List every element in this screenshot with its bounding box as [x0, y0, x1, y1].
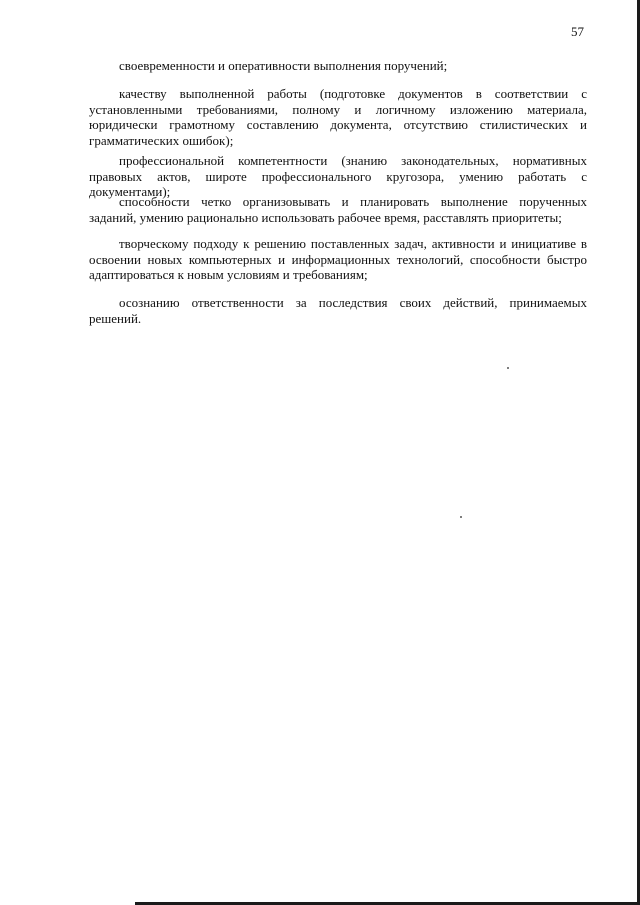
scan-speck	[460, 516, 462, 518]
paragraph-organization-skills: способности четко организовывать и планировать выполнение порученных заданий, умению рационально использовать рабочее время, расставлять приоритеты;	[89, 194, 587, 225]
paragraph-professional-competence: профессиональной компетентности (знанию законодательных, нормативных правовых актов, широте профессионального кругозора, умению работать с документами);	[89, 153, 587, 199]
paragraph-creative-approach: творческому подходу к решению поставленных задач, активности и инициативе в освоении новых компьютерных и информационных технологий, способности быстро адаптироваться к новым условиям и требованиям;	[89, 236, 587, 282]
paragraph-responsibility: осознанию ответственности за последствия своих действий, принимаемых решений.	[89, 295, 587, 326]
scan-speck	[507, 367, 509, 369]
paragraph-work-quality: качеству выполненной работы (подготовке документов в соответствии с установленными требованиями, полному и логичному изложению материала, юридически грамотному составлению документа, отсутствию стилистических и грамматических ошибок);	[89, 86, 587, 148]
page-number: 57	[571, 24, 584, 39]
paragraph-timeliness: своевременности и оперативности выполнения поручений;	[119, 58, 448, 73]
